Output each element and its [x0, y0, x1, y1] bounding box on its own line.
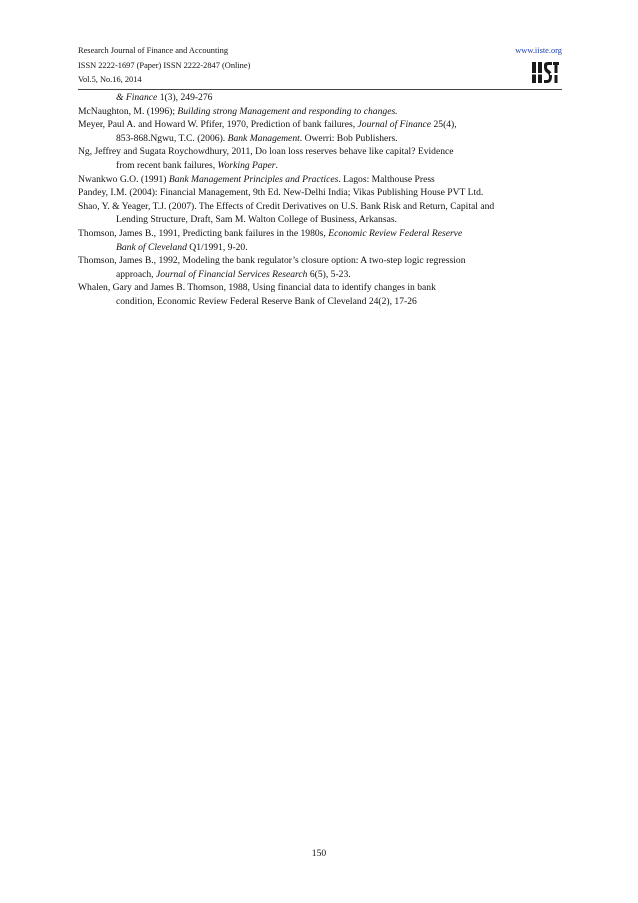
header-divider	[78, 89, 562, 90]
reference-text: Lending Structure, Draft, Sam M. Walton College of Business, Arkansas.	[116, 214, 397, 226]
reference-text: condition, Economic Review Federal Reserve Bank of Cleveland 24(2), 17-26	[116, 295, 417, 307]
reference-text: .	[275, 159, 278, 171]
reference-text: Ng, Jeffrey and Sugata Roychowdhury, 2011, Do loan loss reserves behave like capital? Evidence	[78, 146, 454, 158]
reference-text: . Owerri: Bob Publishers.	[299, 132, 398, 144]
reference-entry	[78, 200, 564, 227]
reference-entry	[78, 254, 564, 281]
reference-italic-text: Bank Management Principles and Practices	[168, 173, 339, 185]
reference-entry	[78, 145, 564, 172]
reference-text: from recent bank failures,	[116, 159, 218, 171]
reference-entry	[78, 91, 564, 105]
reference-text: Thomson, James B., 1992, Modeling the bank regulator’s closure option: A two-step logic regression	[78, 255, 466, 267]
reference-list	[78, 91, 564, 309]
page-number: 150	[311, 848, 327, 859]
reference-text: Shao, Y. & Yeager, T.J. (2007). The Effects of Credit Derivatives on U.S. Bank Risk and Return, Capital and	[78, 200, 495, 212]
reference-text: Whalen, Gary and James B. Thomson, 1988, Using financial data to identify changes in bank	[78, 282, 436, 294]
reference-text: 853-868.Ngwu, T.C. (2006).	[116, 132, 228, 144]
reference-text: approach,	[116, 268, 156, 280]
reference-text: Nwankwo G.O. (1991)	[78, 173, 169, 185]
reference-entry	[78, 281, 564, 308]
reference-text: Meyer, Paul A. and Howard W. Pfifer, 1970, Prediction of bank failures,	[78, 119, 358, 131]
reference-italic-text: Economic Review Federal Reserve	[328, 227, 463, 239]
reference-italic-text: & Finance	[116, 92, 158, 103]
reference-italic-text: Bank of Cleveland	[116, 241, 187, 253]
journal-title: Research Journal of Finance and Accounting	[78, 46, 229, 55]
page-header	[78, 42, 562, 88]
reference-text: 6(5), 5-23.	[307, 268, 351, 280]
issn-line: ISSN 2222-1697 (Paper) ISSN 2222-2847 (Online)	[78, 61, 251, 70]
reference-italic-text: Bank Management	[227, 132, 300, 144]
reference-text: McNaughton, M. (1996);	[78, 105, 178, 117]
reference-text: Pandey, I.M. (2004): Financial Management, 9th Ed. New-Delhi India; Vikas Publishing House PVT Ltd.	[78, 187, 484, 199]
reference-italic-text: Building strong Management and responding to changes.	[177, 105, 398, 117]
reference-entry	[78, 118, 564, 145]
reference-text: Thomson, James B., 1991, Predicting bank failures in the 1980s,	[78, 227, 329, 239]
reference-italic-text: Working Paper	[217, 159, 276, 171]
reference-text: 25(4),	[431, 119, 457, 131]
volume-line: Vol.5, No.16, 2014	[78, 75, 142, 84]
reference-entry	[78, 105, 564, 119]
reference-entry	[78, 173, 564, 187]
reference-text: . Lagos: Malthouse Press	[338, 173, 435, 185]
reference-italic-text: Journal of Finance	[357, 119, 432, 131]
reference-entry	[78, 227, 564, 254]
reference-italic-text: Journal of Financial Services Research	[155, 268, 308, 280]
reference-entry	[78, 186, 564, 200]
reference-text: 1(3), 249-276	[157, 92, 213, 103]
journal-url-link[interactable]: www.iiste.org	[515, 46, 562, 55]
iiste-logo	[530, 59, 560, 86]
reference-text: Q1/1991, 9-20.	[186, 241, 248, 253]
